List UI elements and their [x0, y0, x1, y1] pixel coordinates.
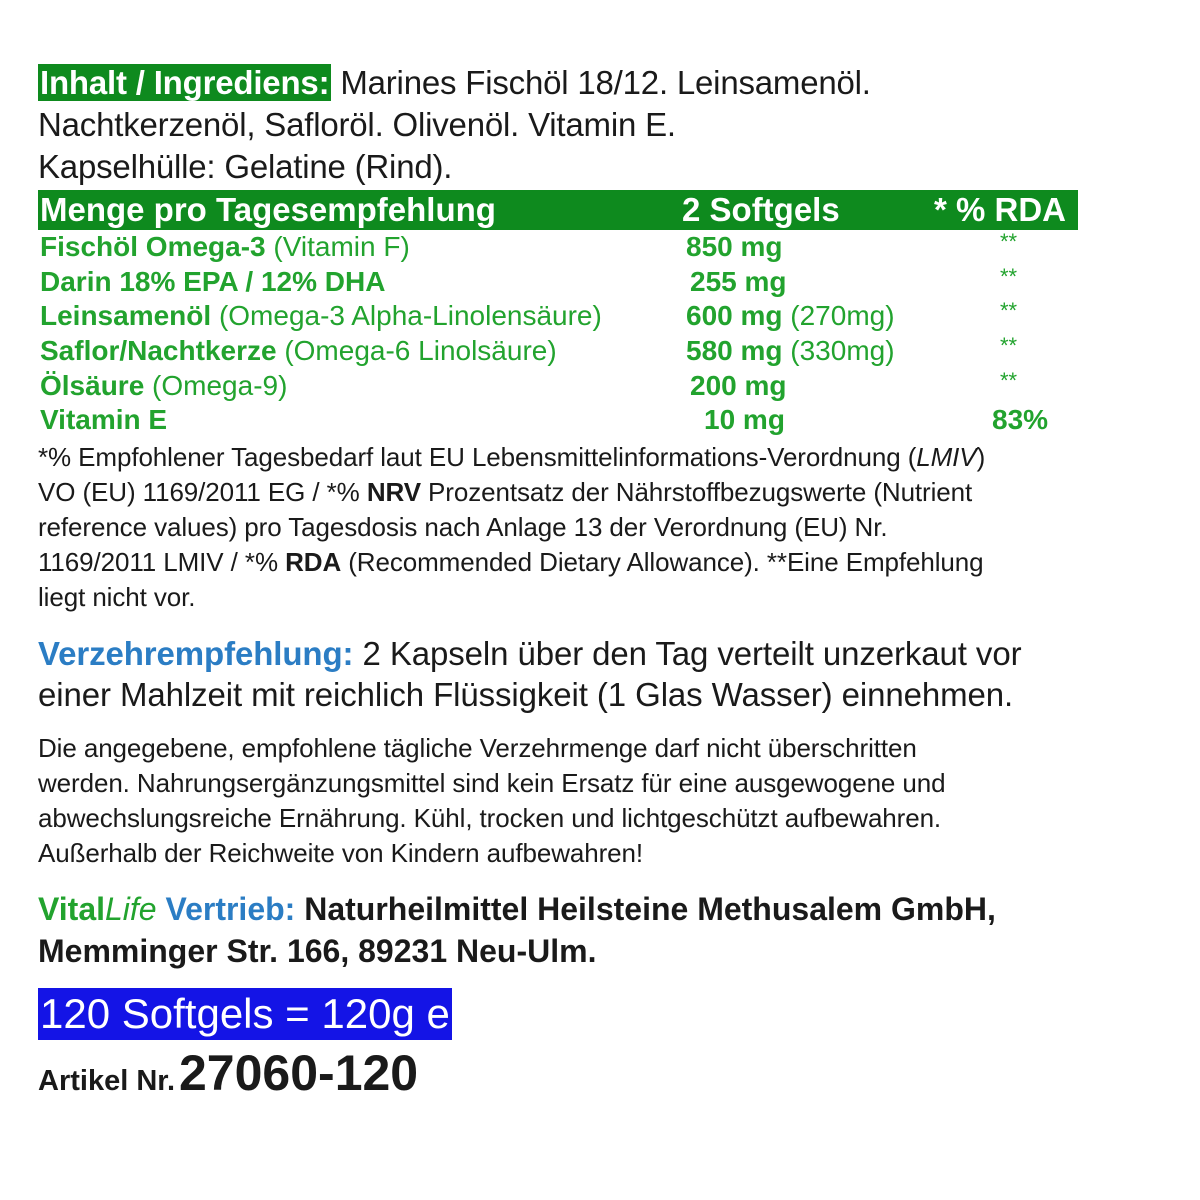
brand-life: Life: [105, 891, 157, 928]
footnote-rda: RDA: [285, 547, 342, 578]
row-name: Saflor/Nachtkerze: [40, 335, 277, 367]
article-number: [38, 1044, 1158, 1102]
footnote-text: VO (EU) 1169/2011 EG / *%: [38, 477, 367, 508]
header-softgels: 2 Softgels: [682, 191, 840, 228]
usage-line-2: einer Mahlzeit mit reichlich Flüssigkeit (1 Glas Wasser) einnehmen.: [38, 676, 1014, 714]
nutrition-table: [38, 190, 1078, 438]
vendor-info: [38, 888, 1158, 972]
brand-vital: Vital: [38, 891, 105, 928]
row-name-cell: [40, 230, 410, 264]
footnote-line-4: [38, 545, 1158, 580]
ingredients-section: [38, 62, 1158, 188]
row-amount-cell: [686, 230, 783, 264]
row-name: Leinsamenöl: [40, 300, 212, 332]
warning-line-3: abwechslungsreiche Ernährung. Kühl, trocken und lichtgeschützt aufbewahren.: [38, 803, 942, 834]
row-name-cell: [40, 299, 602, 333]
label-document: [38, 62, 1158, 1102]
row-amount-note: (270mg): [782, 300, 895, 332]
row-amount: 850 mg: [686, 231, 783, 262]
ingredients-line-1: [38, 62, 1158, 104]
row-amount-cell: [686, 334, 895, 368]
vendor-label: Vertrieb:: [156, 891, 296, 928]
row-rda: **: [1000, 263, 1018, 289]
row-amount-cell: [686, 299, 895, 333]
article-value: 27060-120: [179, 1045, 419, 1102]
footnote-line-5: liegt nicht vor.: [38, 582, 196, 613]
footnote-text: ): [976, 442, 986, 473]
ingredients-label: Inhalt / Ingrediens:: [40, 64, 330, 101]
footnote-line-2: [38, 475, 1158, 510]
row-note: (Vitamin F): [265, 231, 410, 262]
warning-line-1: Die angegebene, empfohlene tägliche Verzehrmenge darf nicht überschritten: [38, 733, 917, 764]
row-name-cell: [40, 334, 557, 368]
row-name: Ölsäure: [40, 369, 145, 401]
article-label: Artikel Nr.: [38, 1065, 175, 1098]
usage-recommendation: [38, 633, 1158, 715]
vendor-line-1: [38, 888, 1158, 930]
header-amount-per-dose: Menge pro Tagesempfehlung: [40, 191, 496, 228]
row-amount-cell: [704, 403, 785, 437]
row-rda: **: [1000, 333, 1018, 359]
nutrition-table-header: [38, 190, 1078, 230]
table-row: [38, 299, 1078, 334]
footnote-lmiv: LMIV: [916, 442, 977, 473]
ingredients-line-3: Kapselhülle: Gelatine (Rind).: [38, 148, 453, 185]
table-row: [38, 403, 1078, 438]
warning-line-2: werden. Nahrungsergänzungsmittel sind kein Ersatz für eine ausgewogene und: [38, 768, 946, 799]
row-name-cell: [40, 403, 167, 437]
warning-text: [38, 731, 1158, 871]
row-note: (Omega-3 Alpha-Linolensäure): [211, 300, 602, 332]
row-rda: **: [1000, 367, 1018, 393]
row-amount: 200 mg: [690, 369, 787, 401]
table-row: [38, 230, 1078, 265]
footnote-text: (Recommended Dietary Allowance). **Eine Empfehlung: [341, 547, 984, 578]
row-name-cell: [40, 369, 287, 403]
usage-label: Verzehrempfehlung:: [38, 635, 354, 673]
rda-footnote: [38, 440, 1158, 615]
row-name: Fischöl Omega-3: [40, 231, 266, 262]
row-amount-cell: [690, 265, 787, 299]
warning-line-4: Außerhalb der Reichweite von Kindern aufbewahren!: [38, 838, 644, 869]
usage-text-1: 2 Kapseln über den Tag verteilt unzerkaut vor: [353, 635, 1022, 673]
row-name: Vitamin E: [40, 404, 168, 436]
row-amount: 600 mg: [686, 300, 783, 332]
brand-logo: [38, 891, 157, 927]
footnote-line-1: [38, 440, 1158, 475]
row-rda: 83%: [992, 404, 1049, 436]
row-amount: 10 mg: [704, 404, 785, 436]
table-row: [38, 334, 1078, 369]
row-amount-cell: [690, 369, 787, 403]
vendor-name: Naturheilmittel Heilsteine Methusalem GmbH,: [295, 891, 996, 928]
footnote-text: 1169/2011 LMIV / *%: [38, 547, 286, 578]
row-rda: **: [1000, 298, 1018, 324]
row-note: (Omega-9): [144, 369, 288, 401]
ingredients-line-2: Nachtkerzenöl, Safloröl. Olivenöl. Vitamin E.: [38, 106, 676, 143]
row-amount-note: (330mg): [782, 335, 895, 367]
row-note: (Omega-6 Linolsäure): [276, 335, 557, 367]
row-amount: 580 mg: [686, 335, 783, 367]
vendor-address: Memminger Str. 166, 89231 Neu-Ulm.: [38, 933, 597, 970]
ingredients-text-1: Marines Fischöl 18/12. Leinsamenöl.: [331, 64, 871, 101]
footnote-text: Prozentsatz der Nährstoffbezugswerte (Nutrient: [420, 477, 973, 508]
table-row: [38, 265, 1078, 300]
row-rda: **: [1000, 229, 1018, 254]
row-name-cell: [40, 265, 385, 299]
usage-line-1: [38, 633, 1158, 674]
footnote-nrv: NRV: [366, 477, 421, 508]
footnote-text: *% Empfohlener Tagesbedarf laut EU Lebensmittelinformations-Verordnung (: [38, 442, 917, 473]
table-row: [38, 369, 1078, 404]
footnote-line-3: reference values) pro Tagesdosis nach Anlage 13 der Verordnung (EU) Nr.: [38, 512, 888, 543]
row-name: Darin 18% EPA / 12% DHA: [40, 265, 386, 297]
row-amount: 255 mg: [690, 265, 787, 297]
pack-size-badge: 120 Softgels = 120g e: [38, 988, 452, 1040]
header-rda: * % RDA: [934, 191, 1067, 228]
